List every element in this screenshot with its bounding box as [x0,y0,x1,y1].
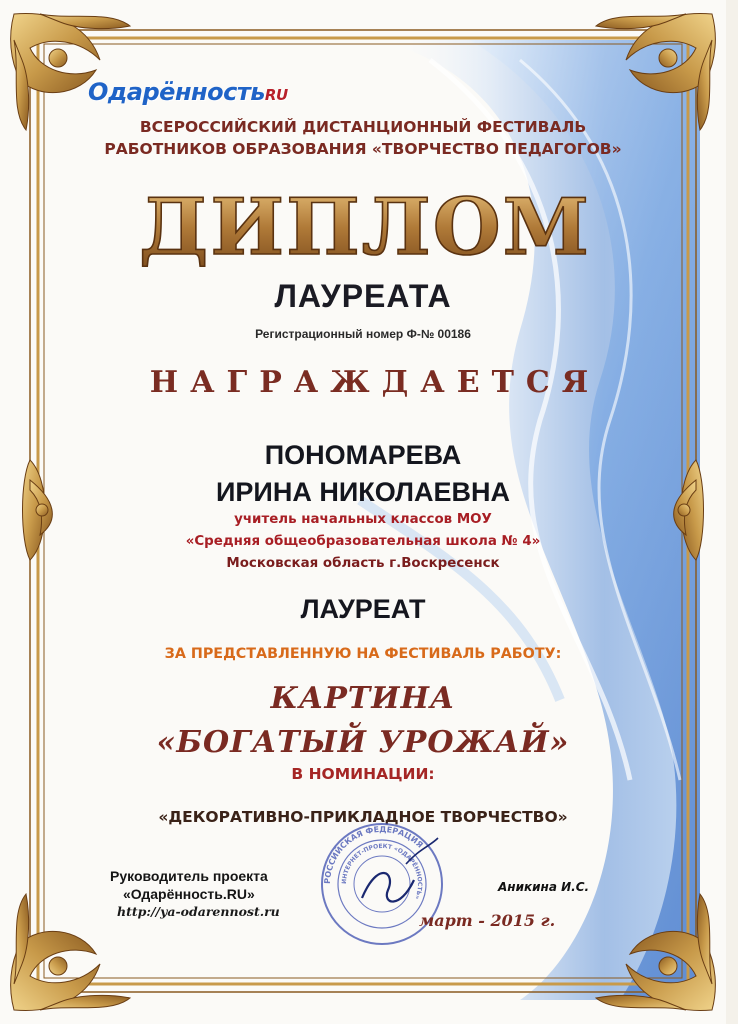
position-line-3: Московская область г.Воскресенск [226,556,500,571]
diploma-title [139,182,591,273]
corner-ornament-top-left [11,13,130,130]
laureata-heading: ЛАУРЕАТА [274,278,452,314]
recipient-surname: ПОНОМАРЕВА [264,440,462,470]
corner-ornament-bottom-left [11,894,130,1011]
issue-date: март - 2015 г. [419,911,556,930]
status-label: ЛАУРЕАТ [300,594,426,624]
recipient-given-name: ИРИНА НИКОЛАЕВНА [216,477,510,507]
leader-line-1: Руководитель проекта [110,868,268,884]
project-logo [88,78,288,106]
for-work-label: ЗА ПРЕДСТАВЛЕННУЮ НА ФЕСТИВАЛЬ РАБОТУ: [164,646,562,662]
awarded-heading: НАГРАЖДАЕТСЯ [149,365,601,400]
work-title [0,677,726,765]
seal-inner-text: ИНТЕРНЕТ-ПРОЕКТ «ОДАРЁННОСТЬ» [340,842,424,901]
svg-text:ИНТЕРНЕТ-ПРОЕКТ «ОДАРЁННОСТЬ» [341,843,423,900]
nomination-label: В НОМИНАЦИИ: [291,765,435,783]
signer-name: Аникина И.С. [498,880,590,894]
registration-number: Регистрационный номер Ф-№ 00186 [255,327,471,341]
seal-outer-text: РОССИЙСКАЯ ФЕДЕРАЦИЯ [322,824,425,885]
logo-suffix-text: RU [264,86,288,104]
position-line-1: учитель начальных классов МОУ [234,512,492,527]
recipient-position [0,509,726,575]
work-title-line-2: «БОГАТЫЙ УРОЖАЙ» [156,725,570,760]
leader-line-2: «Одарённость.RU» [123,886,255,902]
project-leader [110,867,268,903]
festival-name [0,116,726,160]
nomination-name: «ДЕКОРАТИВНО-ПРИКЛАДНОЕ ТВОРЧЕСТВО» [158,808,568,826]
festival-line-1: ВСЕРОССИЙСКИЙ ДИСТАНЦИОННЫЙ ФЕСТИВАЛЬ [139,118,587,136]
position-line-2: «Средняя общеобразовательная школа № 4» [185,534,541,549]
diploma-title-text: ДИПЛОМ [139,182,591,273]
festival-line-2: РАБОТНИКОВ ОБРАЗОВАНИЯ «ТВОРЧЕСТВО ПЕДАГОГОВ» [104,140,622,158]
logo-main-text: Одарённость [88,78,265,106]
work-title-line-1: КАРТИНА [270,681,456,716]
site-url: http://ya-odarennost.ru [117,904,280,919]
recipient-name [0,437,726,511]
